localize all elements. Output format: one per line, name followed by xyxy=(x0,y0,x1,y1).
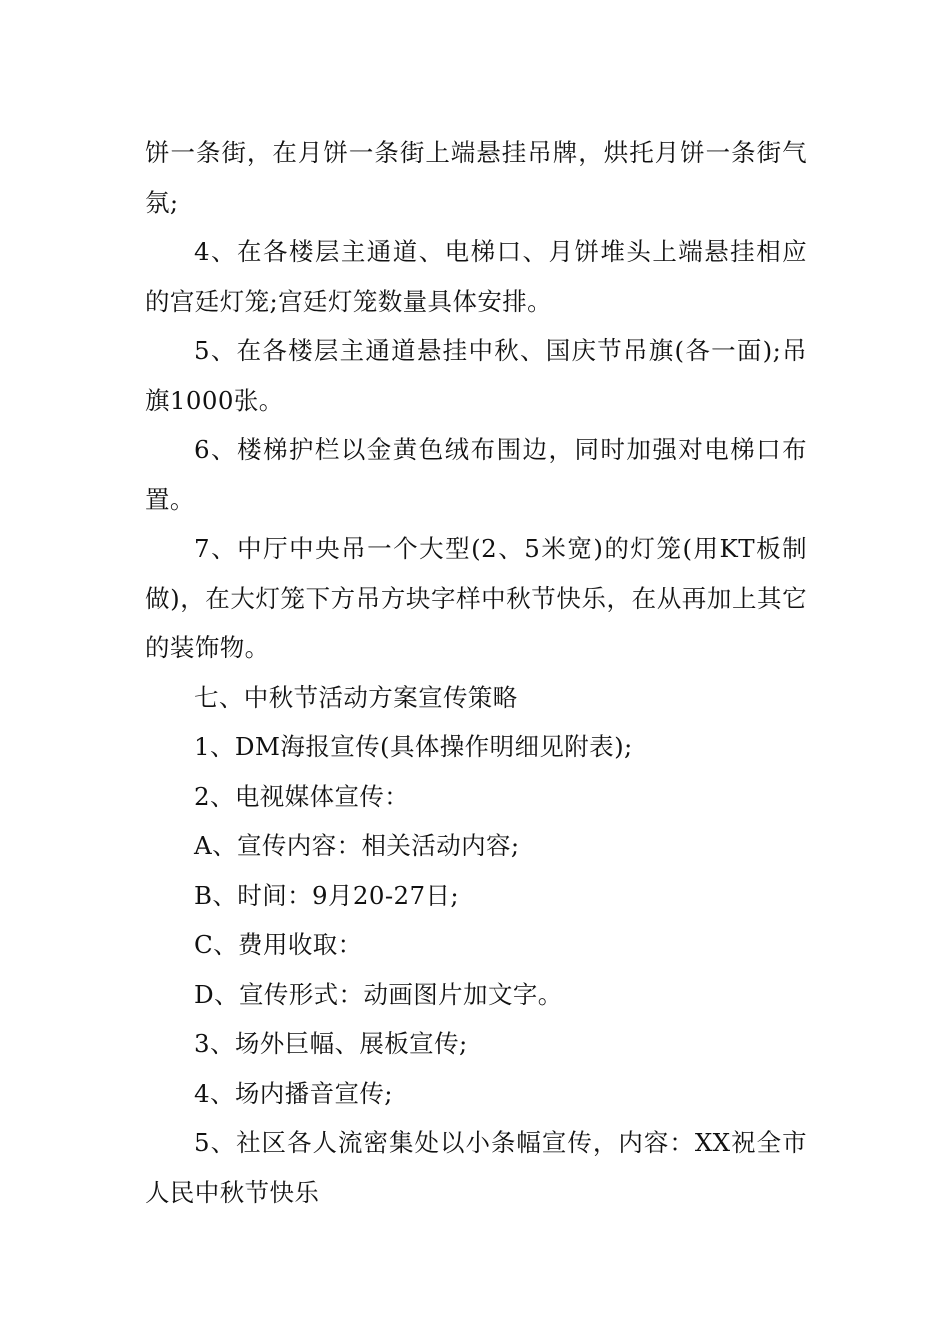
paragraph-4: 6、楼梯护栏以金黄色绒布围边，同时加强对电梯口布置。 xyxy=(145,435,807,514)
section-heading: 七、中秋节活动方案宣传策略 xyxy=(194,682,518,712)
list-item: B、时间：9月20-27日; xyxy=(194,880,460,910)
paragraph-3: 5、在各楼层主通道悬挂中秋、国庆节吊旗(各一面);吊旗1000张。 xyxy=(145,336,807,415)
paragraph-2: 4、在各楼层主通道、电梯口、月饼堆头上端悬挂相应的宫廷灯笼;宫廷灯笼数量具体安排。 xyxy=(145,237,807,316)
document-body xyxy=(145,128,807,1217)
paragraph-5: 7、中厅中央吊一个大型(2、5米宽)的灯笼(用KT板制做)，在大灯笼下方吊方块字样中秋节快乐，在从再加上其它的装饰物。 xyxy=(145,534,807,662)
list-item: 4、场内播音宣传; xyxy=(194,1078,393,1108)
list-item: 1、DM海报宣传(具体操作明细见附表); xyxy=(194,732,633,761)
list-item: A、宣传内容：相关活动内容; xyxy=(194,831,520,860)
list-item: D、宣传形式：动画图片加文字。 xyxy=(194,979,563,1009)
list-item: 5、社区各人流密集处以小条幅宣传，内容：XX祝全市人民中秋节快乐 xyxy=(145,1128,807,1207)
list-item: 2、电视媒体宣传： xyxy=(194,781,410,811)
paragraph-1: 饼一条街，在月饼一条街上端悬挂吊牌，烘托月饼一条街气氛; xyxy=(145,138,807,217)
list-item: 3、场外巨幅、展板宣传; xyxy=(194,1029,468,1058)
list-item: C、费用收取： xyxy=(194,930,363,959)
